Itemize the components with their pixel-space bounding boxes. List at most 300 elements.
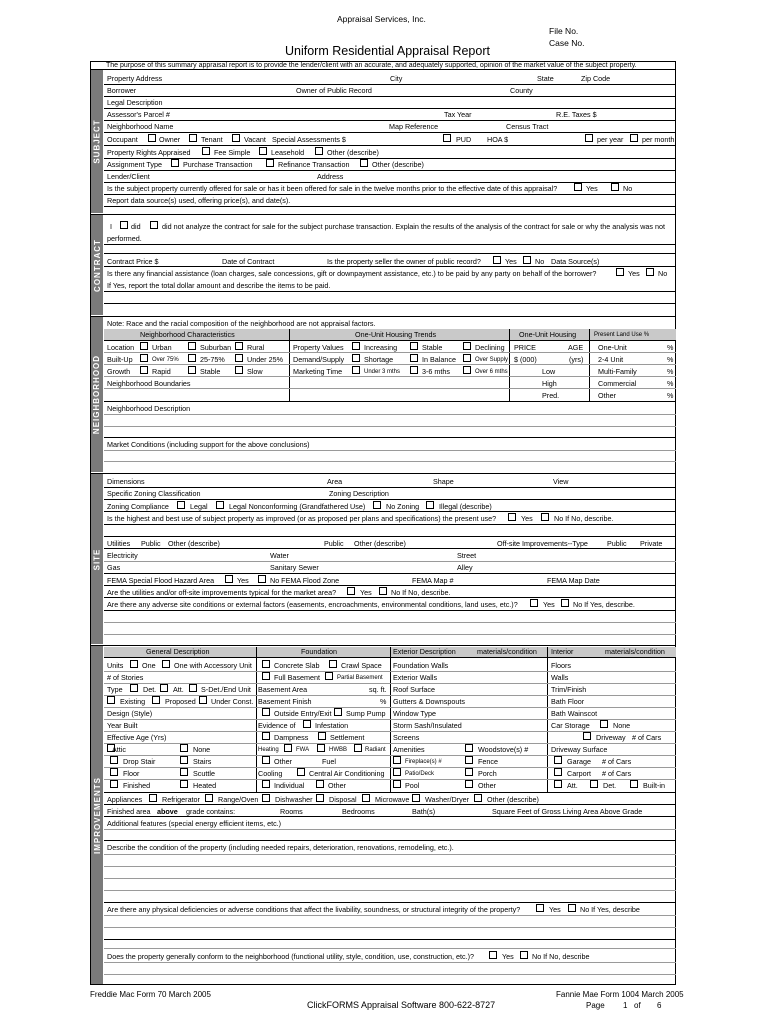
rule (104, 145, 676, 146)
pool-label: Pool (405, 781, 420, 790)
hbu-no-label: No If No, describe. (554, 514, 614, 523)
typical-yes-label: Yes (360, 588, 372, 597)
det-checkbox[interactable] (130, 684, 138, 692)
att-car-checkbox[interactable] (554, 780, 562, 788)
units-one-checkbox[interactable] (130, 660, 138, 668)
growth-stable-checkbox[interactable] (188, 366, 196, 374)
property-rights-label: Property Rights Appraised (107, 148, 191, 157)
under25-label: Under 25% (247, 355, 283, 364)
water-label: Water (270, 551, 289, 560)
location-label: Location (107, 343, 135, 352)
leasehold-checkbox[interactable] (259, 147, 267, 155)
outside-entry-checkbox[interactable] (262, 708, 270, 716)
suburban-label: Suburban (200, 343, 232, 352)
drop-stair-checkbox[interactable] (110, 756, 118, 764)
washer-dryer-checkbox[interactable] (412, 794, 420, 802)
settlement-checkbox[interactable] (318, 732, 326, 740)
over75-label: Over 75% (152, 357, 179, 363)
shortage-label: Shortage (364, 355, 394, 364)
carport-label: Carport (567, 769, 591, 778)
porch-checkbox[interactable] (465, 768, 473, 776)
deficiencies-no-checkbox[interactable] (568, 904, 576, 912)
drop-stair-label: Drop Stair (123, 757, 156, 766)
partial-basement-checkbox[interactable] (325, 672, 333, 680)
age-header: AGE (568, 343, 584, 352)
appliances-label: Appliances (107, 795, 143, 804)
m3-6-checkbox[interactable] (410, 366, 418, 374)
radiant-checkbox[interactable] (354, 744, 362, 752)
cooling-label: Cooling (258, 769, 283, 778)
att-checkbox[interactable] (160, 684, 168, 692)
refrigerator-checkbox[interactable] (149, 794, 157, 802)
pool-checkbox[interactable] (393, 780, 401, 788)
leasehold-label: Leasehold (271, 148, 305, 157)
offered-yes-label: Yes (586, 184, 598, 193)
rule (104, 610, 676, 611)
rule (104, 939, 676, 940)
dimensions-label: Dimensions (107, 477, 145, 486)
fwa-checkbox[interactable] (284, 744, 292, 752)
hbu-yes-label: Yes (521, 514, 533, 523)
rule (104, 499, 676, 500)
assistance-yes-checkbox[interactable] (616, 268, 624, 276)
pct25-75-checkbox[interactable] (188, 354, 196, 362)
infestation-checkbox[interactable] (303, 720, 311, 728)
rule (104, 767, 676, 768)
rule (104, 866, 676, 867)
property-values-label: Property Values (293, 343, 344, 352)
report-data-sources-label: Report data source(s) used, offering price(s), and date(s). (107, 196, 291, 205)
interior-materials-header: materials/condition (605, 647, 665, 656)
assessor-parcel-label: Assessor's Parcel # (107, 110, 170, 119)
alley-label: Alley (457, 563, 473, 572)
sump-pump-label: Sump Pump (346, 709, 386, 718)
rural-checkbox[interactable] (235, 342, 243, 350)
built-in-checkbox[interactable] (630, 780, 638, 788)
offsite-header: Off-site Improvements--Type (497, 539, 588, 548)
full-basement-label: Full Basement (274, 673, 320, 682)
section-label-contract: CONTRACT (92, 238, 102, 292)
hbu-no-checkbox[interactable] (541, 513, 549, 521)
re-taxes-label: R.E. Taxes $ (556, 110, 597, 119)
fence-label: Fence (478, 757, 498, 766)
bath-floor-label: Bath Floor (551, 697, 585, 706)
one-unit-housing-header: One-Unit Housing (519, 330, 577, 339)
legal-checkbox[interactable] (177, 501, 185, 509)
electricity-label: Electricity (107, 551, 138, 560)
offsite-private-header: Private (640, 539, 663, 548)
zoning-compliance-label: Zoning Compliance (107, 502, 169, 511)
tax-year-label: Tax Year (444, 110, 472, 119)
over75-checkbox[interactable] (140, 354, 148, 362)
adverse-no-checkbox[interactable] (561, 599, 569, 607)
offered-no-checkbox[interactable] (611, 183, 619, 191)
driveway-label: Driveway (596, 733, 626, 742)
purchase-transaction-checkbox[interactable] (171, 159, 179, 167)
tenant-checkbox[interactable] (189, 134, 197, 142)
over-supply-checkbox[interactable] (463, 354, 471, 362)
two-four-unit-label: 2-4 Unit (598, 355, 624, 364)
commercial-label: Commercial (598, 379, 637, 388)
assignment-other-checkbox[interactable] (360, 159, 368, 167)
driveway-checkbox[interactable] (583, 732, 591, 740)
pct-label: % (380, 697, 387, 706)
floor-checkbox[interactable] (110, 768, 118, 776)
existing-checkbox[interactable] (107, 696, 115, 704)
pct-sign: % (667, 343, 674, 352)
section-label-subject: SUBJECT (92, 119, 102, 164)
sump-pump-checkbox[interactable] (334, 708, 342, 716)
did-not-checkbox[interactable] (150, 221, 158, 229)
freddie-mac-form: Freddie Mac Form 70 March 2005 (90, 990, 211, 999)
over6-checkbox[interactable] (463, 366, 471, 374)
stairs-checkbox[interactable] (180, 756, 188, 764)
conform-yes-checkbox[interactable] (489, 951, 497, 959)
rule (104, 902, 676, 903)
area-label: Area (327, 477, 343, 486)
basement-area-label: Basement Area (258, 685, 308, 694)
assignment-other-label: Other (describe) (372, 160, 424, 169)
appliances-other-label: Other (describe) (487, 795, 539, 804)
stairs-label: Stairs (193, 757, 212, 766)
conform-no-label: No If No, describe (532, 952, 590, 961)
foundation-walls-label: Foundation Walls (393, 661, 449, 670)
porch-label: Porch (478, 769, 497, 778)
section-divider (90, 645, 676, 646)
rule (104, 548, 676, 549)
seller-owner-yes-checkbox[interactable] (493, 256, 501, 264)
rule (104, 536, 676, 537)
illegal-checkbox[interactable] (426, 501, 434, 509)
full-basement-checkbox[interactable] (262, 672, 270, 680)
rule (104, 948, 676, 949)
utilities-header: Utilities (107, 539, 131, 548)
did-label: did (131, 222, 141, 231)
rapid-label: Rapid (152, 367, 171, 376)
rule (104, 437, 676, 438)
offered-yes-checkbox[interactable] (574, 183, 582, 191)
present-land-use-header: Present Land Use % (594, 332, 650, 338)
rule (104, 450, 676, 451)
basement-finish-label: Basement Finish (258, 697, 312, 706)
rule (104, 194, 676, 195)
fema-yes-label: Yes (237, 576, 249, 585)
deficiencies-no-label: No If Yes, describe (580, 905, 640, 914)
census-tract-label: Census Tract (506, 122, 549, 131)
per-year-label: per year (597, 135, 624, 144)
rule (104, 840, 676, 841)
low-label: Low (542, 367, 556, 376)
typical-yes-checkbox[interactable] (347, 587, 355, 595)
central-air-checkbox[interactable] (297, 768, 305, 776)
rule (104, 707, 676, 708)
rights-other-label: Other (describe) (327, 148, 379, 157)
occupant-label: Occupant (107, 135, 138, 144)
proposed-checkbox[interactable] (152, 696, 160, 704)
conform-no-checkbox[interactable] (520, 951, 528, 959)
pud-checkbox[interactable] (443, 134, 451, 142)
rule (104, 755, 676, 756)
hbu-question: Is the highest and best use of subject property as improved (or as proposed per plans and specifications) the present use? (107, 514, 497, 523)
housing-trends-header: One-Unit Housing Trends (355, 330, 437, 339)
appliances-other-checkbox[interactable] (474, 794, 482, 802)
fannie-mae-form: Fannie Mae Form 1004 March 2005 (556, 990, 684, 999)
rule (104, 657, 676, 658)
rule (104, 854, 676, 855)
utilities-public-header: Public (141, 539, 161, 548)
shortage-checkbox[interactable] (352, 354, 360, 362)
did-checkbox[interactable] (120, 221, 128, 229)
fema-yes-checkbox[interactable] (225, 575, 233, 583)
legal-nonconforming-label: Legal Nonconforming (Grandfathered Use) (229, 502, 366, 511)
report-title: Uniform Residential Appraisal Report (285, 44, 490, 58)
fema-map-label: FEMA Map # (412, 576, 454, 585)
vacant-checkbox[interactable] (232, 134, 240, 142)
rule (104, 206, 676, 207)
garage-label: Garage (567, 757, 591, 766)
amen-other-checkbox[interactable] (465, 780, 473, 788)
grade-contains-label: grade contains: (186, 807, 236, 816)
pct-sign: % (667, 367, 674, 376)
stories-label: # of Stories (107, 673, 144, 682)
under-const-label: Under Const. (211, 697, 254, 706)
rooms-label: Rooms (280, 807, 303, 816)
rule (90, 69, 676, 70)
rule (104, 573, 676, 574)
woodstoves-checkbox[interactable] (465, 744, 473, 752)
shape-label: Shape (433, 477, 454, 486)
rule (104, 340, 676, 341)
general-description-header: General Description (146, 647, 210, 656)
dishwasher-label: Dishwasher (275, 795, 313, 804)
rule (104, 487, 676, 488)
case-no-label: Case No. (549, 38, 585, 48)
fence-checkbox[interactable] (465, 756, 473, 764)
slow-checkbox[interactable] (235, 366, 243, 374)
increasing-checkbox[interactable] (352, 342, 360, 350)
rule (104, 182, 676, 183)
section-divider (90, 316, 676, 317)
rapid-checkbox[interactable] (140, 366, 148, 374)
illegal-label: Illegal (describe) (439, 502, 492, 511)
rule (104, 461, 676, 462)
zoning-class-label: Specific Zoning Classification (107, 489, 201, 498)
seller-owner-yes-label: Yes (505, 257, 517, 266)
patio-deck-checkbox[interactable] (393, 768, 401, 776)
multi-family-label: Multi-Family (598, 367, 637, 376)
individual-checkbox[interactable] (262, 780, 270, 788)
rule (104, 132, 676, 133)
attic-label: Attic (112, 745, 126, 754)
individual-label: Individual (274, 781, 305, 790)
values-stable-checkbox[interactable] (410, 342, 418, 350)
cool-other-checkbox[interactable] (316, 780, 324, 788)
rule (104, 671, 676, 672)
hbu-yes-checkbox[interactable] (508, 513, 516, 521)
exterior-description-header: Exterior Description (393, 647, 456, 656)
attic-none-checkbox[interactable] (180, 744, 188, 752)
rights-other-checkbox[interactable] (315, 147, 323, 155)
software-credit: ClickFORMS Appraisal Software 800-622-8727 (307, 1000, 496, 1010)
contract-data-sources-label: Data Source(s) (551, 257, 600, 266)
fireplaces-checkbox[interactable] (393, 756, 401, 764)
microwave-checkbox[interactable] (362, 794, 370, 802)
in-balance-checkbox[interactable] (410, 354, 418, 362)
pct25-75-label: 25-75% (200, 355, 225, 364)
rule (104, 743, 676, 744)
refinance-transaction-checkbox[interactable] (266, 159, 274, 167)
contract-price-label: Contract Price $ (107, 257, 159, 266)
purchase-transaction-label: Purchase Transaction (183, 160, 253, 169)
sanitary-sewer-label: Sanitary Sewer (270, 563, 319, 572)
concrete-slab-checkbox[interactable] (262, 660, 270, 668)
page-of-label: of (634, 1001, 641, 1010)
boundaries-label: Neighborhood Boundaries (107, 379, 191, 388)
rule (104, 792, 676, 793)
patio-deck-label: Patio/Deck (405, 771, 435, 777)
exterior-materials-header: materials/condition (477, 647, 537, 656)
units-label: Units (107, 661, 124, 670)
fema-no-checkbox[interactable] (258, 575, 266, 583)
rule (104, 511, 676, 512)
deficiencies-yes-label: Yes (549, 905, 561, 914)
design-style-label: Design (Style) (107, 709, 153, 718)
none-label: None (193, 745, 211, 754)
special-assessments-label: Special Assessments $ (272, 135, 346, 144)
scuttle-label: Scuttle (193, 769, 215, 778)
rule (104, 974, 676, 975)
garage-checkbox[interactable] (554, 756, 562, 764)
rule (104, 291, 676, 292)
borrower-label: Borrower (107, 86, 137, 95)
growth-stable-label: Stable (200, 367, 221, 376)
contract-i-label: I (110, 222, 112, 231)
bath-wainscot-label: Bath Wainscot (551, 709, 598, 718)
rule (104, 719, 676, 720)
baths-label: Bath(s) (412, 807, 436, 816)
exterior-walls-label: Exterior Walls (393, 673, 438, 682)
map-reference-label: Map Reference (389, 122, 439, 131)
disposal-label: Disposal (329, 795, 357, 804)
rule (104, 253, 676, 254)
slow-label: Slow (247, 367, 263, 376)
disposal-checkbox[interactable] (316, 794, 324, 802)
under3-checkbox[interactable] (352, 366, 360, 374)
yrs-label: (yrs) (569, 355, 584, 364)
one-accessory-checkbox[interactable] (162, 660, 170, 668)
under-const-checkbox[interactable] (199, 696, 207, 704)
under25-checkbox[interactable] (235, 354, 243, 362)
det-label: Det. (603, 781, 617, 790)
rule (104, 524, 676, 525)
typical-no-checkbox[interactable] (379, 587, 387, 595)
other-label: Other (274, 757, 292, 766)
det-car-checkbox[interactable] (590, 780, 598, 788)
performed-label: performed. (107, 234, 142, 243)
rule (104, 927, 676, 928)
heated-checkbox[interactable] (180, 780, 188, 788)
no-zoning-checkbox[interactable] (373, 501, 381, 509)
high-label: High (542, 379, 557, 388)
sdet-checkbox[interactable] (189, 684, 197, 692)
offsite-public-header: Public (607, 539, 627, 548)
per-year-checkbox[interactable] (585, 134, 593, 142)
owner-checkbox[interactable] (148, 134, 156, 142)
rule (104, 816, 676, 817)
rule (104, 266, 676, 267)
dishwasher-checkbox[interactable] (262, 794, 270, 802)
over-supply-label: Over Supply (475, 357, 509, 363)
suburban-checkbox[interactable] (188, 342, 196, 350)
assistance-no-label: No (658, 269, 668, 278)
rule (104, 120, 676, 121)
car-none-checkbox[interactable] (600, 720, 608, 728)
typical-question: Are the utilities and/or off-site improvements typical for the market area? (107, 588, 337, 597)
infestation-label: Infestation (315, 721, 349, 730)
finished-checkbox[interactable] (110, 780, 118, 788)
evidence-of-label: Evidence of (258, 721, 296, 730)
heat-other-checkbox[interactable] (262, 756, 270, 764)
adverse-yes-checkbox[interactable] (530, 599, 538, 607)
pct-sign: % (667, 355, 674, 364)
built-in-label: Built-in (643, 781, 665, 790)
num-cars-label: # of Cars (632, 733, 662, 742)
crawl-space-checkbox[interactable] (329, 660, 337, 668)
per-month-label: per month (642, 135, 675, 144)
walls-label: Walls (551, 673, 569, 682)
legal-nonconforming-checkbox[interactable] (216, 501, 224, 509)
lender-client-label: Lender/Client (107, 172, 150, 181)
increasing-label: Increasing (364, 343, 398, 352)
seller-owner-no-checkbox[interactable] (523, 256, 531, 264)
page-number: 1 (623, 1001, 628, 1010)
num-cars-label: # of Cars (602, 769, 632, 778)
if-yes-report-label: If Yes, report the total dollar amount and describe the items to be paid. (107, 281, 331, 290)
vacant-label: Vacant (244, 135, 266, 144)
fema-map-date-label: FEMA Map Date (547, 576, 600, 585)
hwbb-checkbox[interactable] (317, 744, 325, 752)
settlement-label: Settlement (330, 733, 365, 742)
marketing-time-label: Marketing Time (293, 367, 343, 376)
finished-area-label: Finished area (107, 807, 151, 816)
deficiencies-yes-checkbox[interactable] (536, 904, 544, 912)
scuttle-checkbox[interactable] (180, 768, 188, 776)
det-label: Det. (143, 685, 157, 694)
urban-checkbox[interactable] (140, 342, 148, 350)
assistance-yes-label: Yes (628, 269, 640, 278)
woodstoves-label: Woodstove(s) # (478, 745, 529, 754)
seller-owner-question: Is the property seller the owner of public record? (327, 257, 481, 266)
declining-checkbox[interactable] (463, 342, 471, 350)
floor-label: Floor (123, 769, 140, 778)
per-month-checkbox[interactable] (630, 134, 638, 142)
effective-age-label: Effective Age (Yrs) (107, 733, 167, 742)
rule (104, 158, 676, 159)
bedrooms-label: Bedrooms (342, 807, 375, 816)
fee-simple-checkbox[interactable] (202, 147, 210, 155)
financial-assistance-question: Is there any financial assistance (loan charges, sale concessions, gift or downpayment assistance, etc.) to be paid by any party on behalf of the borrower? (107, 269, 597, 278)
dampness-checkbox[interactable] (262, 732, 270, 740)
assistance-no-checkbox[interactable] (646, 268, 654, 276)
sqft-label: sq. ft. (369, 685, 387, 694)
interior-header: Interior (551, 647, 574, 656)
conform-question: Does the property generally conform to the neighborhood (functional utility, style, condition, use, construction, etc.)? (107, 952, 475, 961)
carport-checkbox[interactable] (554, 768, 562, 776)
range-oven-checkbox[interactable] (205, 794, 213, 802)
rule (104, 96, 676, 97)
rule (104, 364, 676, 365)
view-label: View (553, 477, 569, 486)
